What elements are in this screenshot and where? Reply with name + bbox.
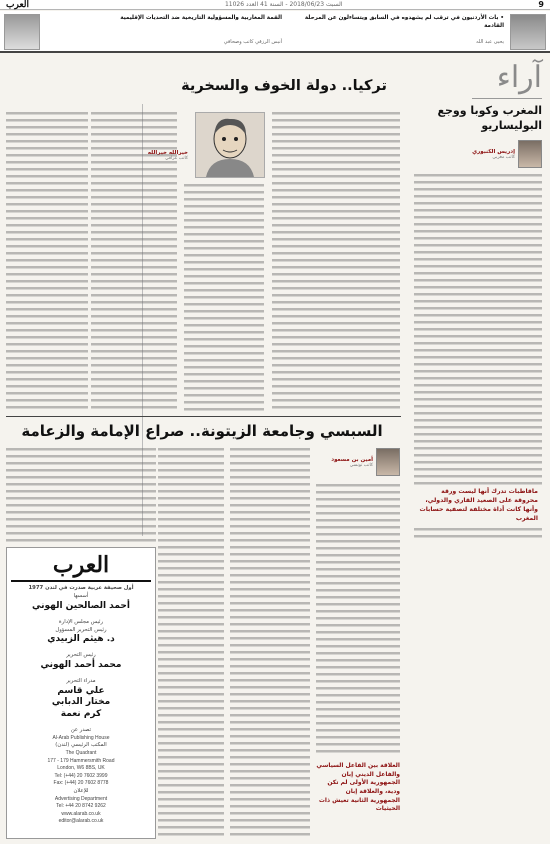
author-photo xyxy=(518,140,542,168)
masthead-founder-label: أسسها xyxy=(73,592,89,599)
author-role: كاتب مغربي xyxy=(492,154,515,160)
author-name: خيرالله خيرالله xyxy=(147,150,188,156)
author-caricature xyxy=(195,112,265,178)
masthead-managing-name: كرم نعمة xyxy=(60,709,102,720)
section-rule xyxy=(6,416,401,417)
teaser-left-headline: القمة المغاربية والمسؤولية التاريخية ضد التحديات الإقليمية xyxy=(120,15,282,21)
masthead-managing-name: مختار الدبابي xyxy=(51,697,111,708)
article-turkey-col-2 xyxy=(184,184,264,412)
article-sisi-col-2 xyxy=(230,448,310,840)
article-turkey-title: تركيا.. دولة الخوف والسخرية xyxy=(181,78,387,94)
article-sisi-col-4 xyxy=(6,448,156,542)
article-morocco-body-cont xyxy=(414,528,542,540)
article-turkey-col-1 xyxy=(272,112,400,412)
author-name: أمين بن مسعود xyxy=(331,456,373,463)
masthead-box xyxy=(6,547,156,839)
page-number: 9 xyxy=(538,0,544,9)
newspaper-logo: العرب xyxy=(6,0,30,10)
masthead-chair-sub: رئيس التحرير المسؤول xyxy=(55,626,107,633)
masthead-email[interactable]: editor@alarab.co.uk xyxy=(58,818,104,825)
author-role: كاتب تونسي xyxy=(349,462,373,468)
masthead-logo: العرب xyxy=(11,552,151,582)
article-sisi-pullquote: العلاقة بين الفاعل السياسي والفاعل الديني إبان الجمهورية الأولى لم تكن ودية، والعلاقة إبان الجمهورية الثانية تعيش ذات الحيثيات xyxy=(316,762,400,813)
masthead-address-1: The Quadrant xyxy=(65,750,97,757)
masthead-managing-label: مدراء التحرير xyxy=(66,677,96,684)
masthead-editor-label: رئيس التحرير xyxy=(66,652,96,659)
masthead-office-label: المكتب الرئيسي (لندن) xyxy=(55,742,107,749)
article-morocco-body xyxy=(414,174,542,486)
masthead-founder-name: أحمد الصالحين الهوني xyxy=(32,600,130,611)
top-teaser-strip xyxy=(0,11,550,53)
author-caricature-icon xyxy=(196,113,264,177)
author-role: كاتب عراقي xyxy=(165,156,188,161)
article-morocco-byline xyxy=(472,140,542,168)
masthead-website[interactable]: www.alarab.co.uk xyxy=(61,810,101,817)
article-sisi-byline xyxy=(331,448,400,476)
masthead-adv-dept: Advertising Department xyxy=(54,795,108,802)
masthead-tel: Tel: (+44) 20 7602 3999 xyxy=(54,772,108,779)
masthead-address-3: London, W6 8BS, UK xyxy=(57,765,105,772)
teaser-left-author: أنيس الرزقي كاتب وصحافي xyxy=(223,39,282,45)
article-turkey-col-4 xyxy=(6,112,88,412)
teaser-right-headline: • بات الأردنيون في ترقب لم يشهدوه في السابق ويتساءلون عن المرحلة القادمة xyxy=(304,15,504,29)
article-morocco-title: المغرب وكوبا ووجع البوليساريو xyxy=(437,104,542,132)
page-header xyxy=(0,0,550,10)
masthead-founded: أول صحيفة عربية صدرت في لندن 1977 xyxy=(28,585,134,591)
teaser-photo-right xyxy=(510,14,546,50)
article-sisi-title: السبسي وجامعة الزيتونة.. صراع الإمامة والزعامة xyxy=(21,422,383,440)
section-label: آراء xyxy=(496,60,542,95)
masthead-fax: Fax: (+44) 20 7602 8778 xyxy=(53,780,109,787)
article-sisi-col-1 xyxy=(316,484,400,756)
author-photo xyxy=(376,448,400,476)
masthead-chair-label: رئيس مجلس الإدارة xyxy=(58,618,104,625)
masthead-publisher-label: تصدر عن xyxy=(70,726,92,733)
article-sisi-col-3 xyxy=(158,448,224,840)
author-name: إدريس الكنبوري xyxy=(472,148,515,155)
teaser-photo-left xyxy=(4,14,40,50)
masthead-adv-label: للإعلان xyxy=(73,787,89,794)
teaser-right-author: يحيى عبد الله xyxy=(476,39,504,45)
article-turkey-col-3 xyxy=(91,112,177,412)
masthead-publisher: Al-Arab Publishing House xyxy=(52,734,110,741)
masthead-editor-name: محمد أحمد الهوني xyxy=(40,660,122,671)
masthead-chair-name: د. هيثم الزبيدي xyxy=(47,634,115,645)
masthead-managing-name: علي قاسم xyxy=(57,685,105,696)
masthead-address-2: 177 - 179 Hammersmith Road xyxy=(47,757,115,764)
date-line: السبت 2018/06/23 - السنة 41 العدد 11026 xyxy=(224,1,343,8)
article-morocco-pullquote: ماقاطبات تدرك أنها ليست ورقة محروقة على الصعيد القاري والدولي، وأنها كانت أداة مختلفة لتصفية حسابات المغرب xyxy=(419,488,538,522)
masthead-adv-tel: Tel: +44 20 8742 9262 xyxy=(56,803,106,810)
section-divider xyxy=(472,98,542,99)
